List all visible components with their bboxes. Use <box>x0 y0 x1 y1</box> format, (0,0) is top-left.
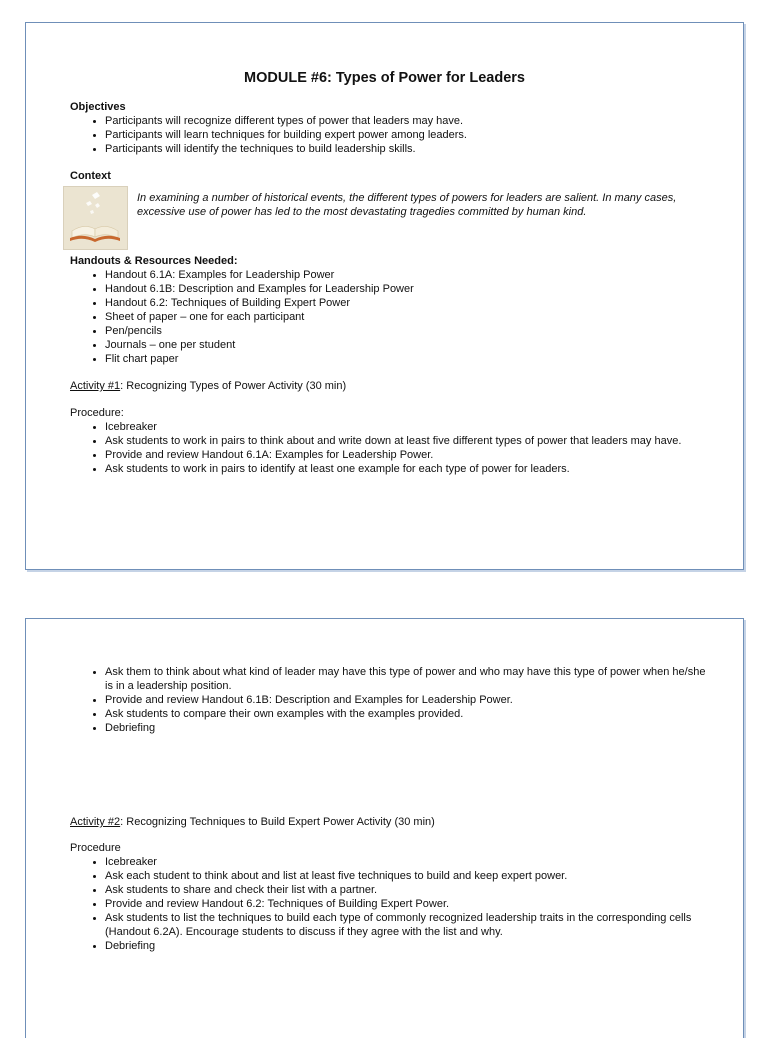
handouts-list <box>70 268 710 366</box>
objectives-list <box>70 114 710 156</box>
list-item: • Provide and review Handout 6.1A: Examples for Leadership Power. <box>105 448 710 462</box>
list-item: • Debriefing <box>105 721 710 735</box>
list-item: • Ask students to compare their own examples with the examples provided. <box>105 707 710 721</box>
list-item: • Ask them to think about what kind of leader may have this type of power and who may have this type of power when he/she is in a leadership position. <box>105 665 710 693</box>
activity-1-title <box>70 379 710 393</box>
handouts-heading: Handouts & Resources Needed: <box>70 255 238 267</box>
activity-1-text: : Recognizing Types of Power Activity (30 min) <box>120 380 347 392</box>
list-item: • Journals – one per student <box>105 338 710 352</box>
list-item: • Ask students to list the techniques to build each type of commonly recognized leadership traits in the corresponding cells (Handout 6.2A). Encourage students to discuss if they agree with the list and why. <box>105 911 710 939</box>
list-item: • Handout 6.1B: Description and Examples for Leadership Power <box>105 282 710 296</box>
page-2-content <box>70 665 710 953</box>
list-item: • Icebreaker <box>105 855 710 869</box>
procedure-list <box>70 420 710 476</box>
list-item: • Provide and review Handout 6.2: Techniques of Building Expert Power. <box>105 897 710 911</box>
activity-1-label: Activity #1 <box>70 380 121 392</box>
list-item: • Icebreaker <box>105 420 710 434</box>
context-text: In examining a number of historical events, the different types of powers for leaders are salient. In many cases, excessive use of power has led to the most devastating tragedies committed by human kind. <box>137 192 677 218</box>
context-block <box>70 183 710 253</box>
list-item: • Ask students to work in pairs to think about and write down at least five different types of power that leaders may have. <box>105 434 710 448</box>
procedure-heading: Procedure: <box>70 407 124 419</box>
list-item: • Handout 6.1A: Examples for Leadership Power <box>105 268 710 282</box>
page-1-content <box>70 100 710 476</box>
open-book-icon <box>63 186 128 250</box>
document-page-2 <box>25 618 744 1038</box>
procedure-continued-list <box>70 665 710 735</box>
procedure-2-list <box>70 855 710 953</box>
module-title: MODULE #6: Types of Power for Leaders <box>244 70 525 86</box>
activity-2-text: : Recognizing Techniques to Build Expert Power Activity (30 min) <box>120 816 435 828</box>
list-item: • Handout 6.2: Techniques of Building Expert Power <box>105 296 710 310</box>
procedure-2-heading: Procedure <box>70 842 121 854</box>
list-item: • Ask each student to think about and list at least five techniques to build and keep expert power. <box>105 869 710 883</box>
context-heading: Context <box>70 170 111 182</box>
activity-2-label: Activity #2 <box>70 816 121 828</box>
list-item: • Participants will learn techniques for building expert power among leaders. <box>105 128 710 142</box>
list-item: • Flit chart paper <box>105 352 710 366</box>
activity-2-title <box>70 815 710 829</box>
list-item: • Ask students to work in pairs to identify at least one example for each type of power for leaders. <box>105 462 710 476</box>
document-page-1 <box>25 22 744 570</box>
list-item: • Pen/pencils <box>105 324 710 338</box>
list-item: • Participants will identify the techniques to build leadership skills. <box>105 142 710 156</box>
list-item: • Participants will recognize different types of power that leaders may have. <box>105 114 710 128</box>
list-item: • Ask students to share and check their list with a partner. <box>105 883 710 897</box>
list-item: • Provide and review Handout 6.1B: Description and Examples for Leadership Power. <box>105 693 710 707</box>
list-item: • Debriefing <box>105 939 710 953</box>
objectives-heading: Objectives <box>70 101 126 113</box>
list-item: • Sheet of paper – one for each participant <box>105 310 710 324</box>
